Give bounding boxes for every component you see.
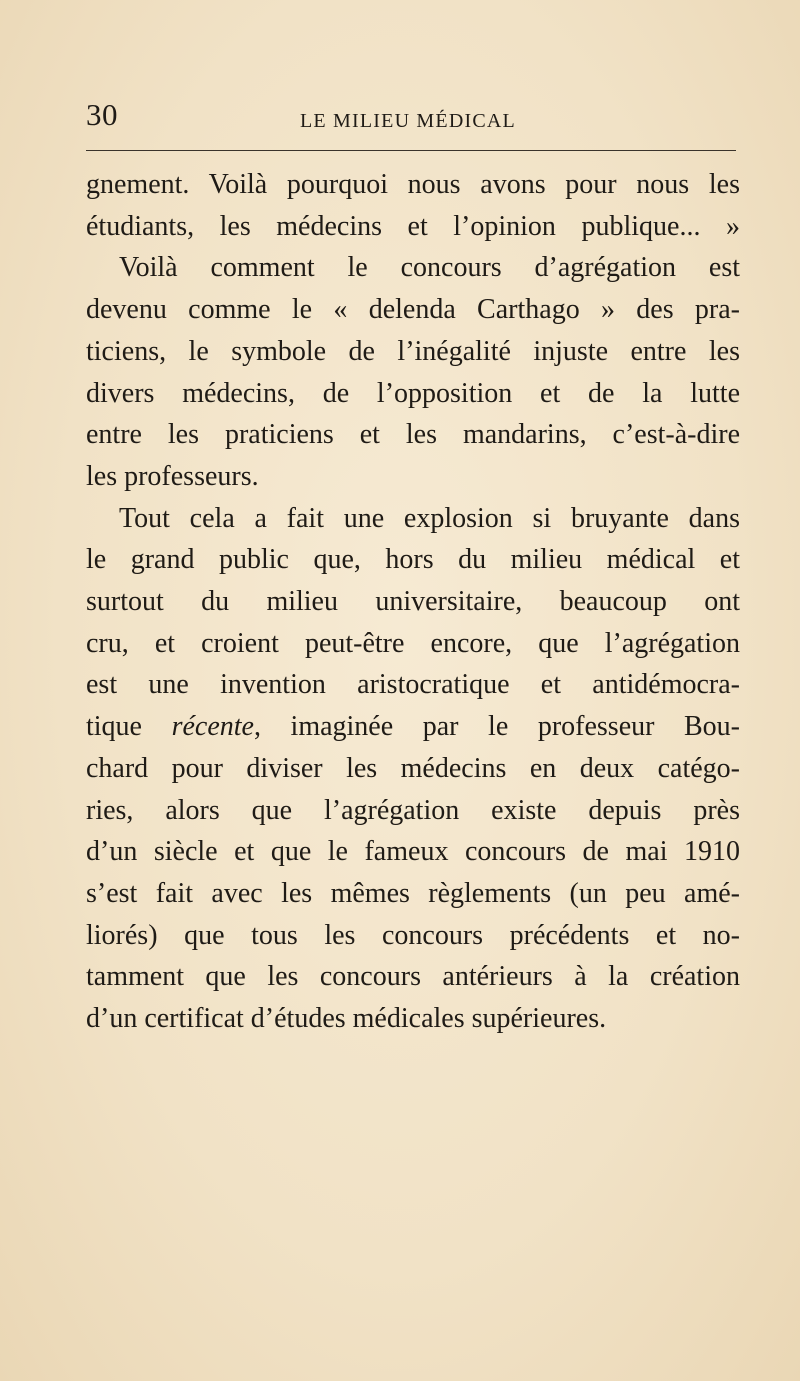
text-line: d’un siècle et que le fameux concours de mai 1910 <box>86 836 740 868</box>
text-line: tamment que les concours antérieurs à la création <box>86 961 740 993</box>
page-number: 30 <box>86 97 118 132</box>
text-line: devenu comme le « delenda Carthago » des pra- <box>86 294 740 326</box>
header-rule <box>86 150 736 151</box>
text-line: gnement. Voilà pourquoi nous avons pour nous les <box>86 169 740 200</box>
text-line: liorés) que tous les concours précédents et no- <box>86 919 740 951</box>
text-line: Tout cela a fait une explosion si bruyante dans <box>119 502 740 534</box>
text-line: Voilà comment le concours d’agrégation est <box>119 252 740 284</box>
text-line: surtout du milieu universitaire, beaucoup ont <box>86 586 740 618</box>
text-line: étudiants, les médecins et l’opinion publique... » <box>86 210 740 242</box>
text-fragment: , imaginée par le professeur Bou- <box>253 711 741 743</box>
text-line: entre les praticiens et les mandarins, c’est-à-dire <box>86 419 740 451</box>
body-text <box>86 164 740 1040</box>
text-line: divers médecins, de l’opposition et de la lutte <box>86 377 740 409</box>
text-line: d’un certificat d’études médicales supérieures. <box>86 1003 607 1035</box>
running-title: LE MILIEU MÉDICAL <box>300 110 516 132</box>
page-header <box>86 96 734 136</box>
italic-word: récente <box>171 711 254 743</box>
text-line: le grand public que, hors du milieu médical et <box>86 544 740 576</box>
text-fragment: tique <box>86 711 142 743</box>
text-line: cru, et croient peut-être encore, que l’agrégation <box>86 627 740 659</box>
text-line: chard pour diviser les médecins en deux catégo- <box>86 752 740 784</box>
text-line: ticiens, le symbole de l’inégalité injuste entre les <box>86 335 740 367</box>
text-line: ries, alors que l’agrégation existe depuis près <box>86 794 740 826</box>
text-line-composite <box>86 706 740 748</box>
text-line: s’est fait avec les mêmes règlements (un peu amé- <box>86 877 740 909</box>
text-line: les professeurs. <box>86 460 259 492</box>
text-line: est une invention aristocratique et antidémocra- <box>86 669 740 701</box>
